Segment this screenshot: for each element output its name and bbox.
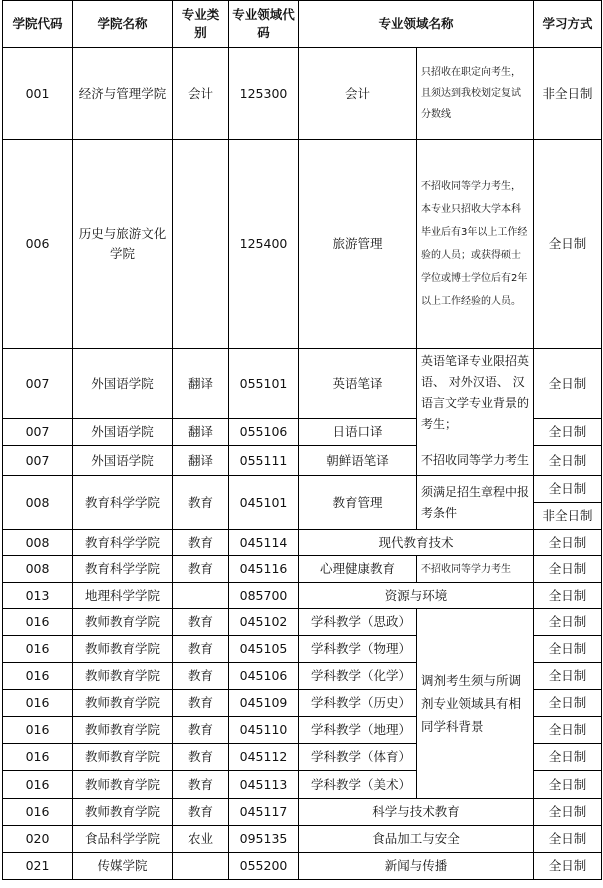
- cell-category: [173, 853, 229, 880]
- cell-note: 不招收同等学力考生: [417, 446, 534, 476]
- cell-field-code: 045102: [229, 609, 299, 636]
- table-row: [3, 853, 602, 880]
- cell-college-code: 008: [3, 530, 73, 556]
- table-row: [3, 609, 602, 636]
- cell-field-name: 学科教学（地理）: [299, 717, 417, 744]
- cell-category: 翻译: [173, 446, 229, 476]
- cell-college-name: 教育科学学院: [73, 556, 173, 583]
- cell-field-code: 125400: [229, 140, 299, 349]
- header-row: [3, 1, 602, 48]
- cell-field-code: 045114: [229, 530, 299, 556]
- cell-college-code: 013: [3, 583, 73, 609]
- cell-category: 教育: [173, 771, 229, 799]
- cell-field-code: 095135: [229, 826, 299, 853]
- cell-college-name: 教师教育学院: [73, 690, 173, 717]
- header-study-mode: 学习方式: [534, 1, 602, 48]
- cell-college-code: 016: [3, 690, 73, 717]
- cell-college-code: 016: [3, 771, 73, 799]
- cell-study-mode: 全日制: [534, 744, 602, 771]
- table-row: [3, 826, 602, 853]
- study-mode-full-time: 全日制: [534, 476, 601, 503]
- cell-note: 须满足招生章程中报考条件: [417, 476, 534, 530]
- cell-study-mode: 全日制: [534, 636, 602, 663]
- cell-field-name: 心理健康教育: [299, 556, 417, 583]
- cell-category: 教育: [173, 799, 229, 826]
- cell-field-code: 045105: [229, 636, 299, 663]
- cell-field-name: 新闻与传播: [299, 853, 534, 880]
- cell-study-mode: 全日制: [534, 140, 602, 349]
- cell-college-code: 016: [3, 609, 73, 636]
- cell-field-code: 055200: [229, 853, 299, 880]
- cell-college-name: 教师教育学院: [73, 744, 173, 771]
- cell-college-code: 008: [3, 556, 73, 583]
- cell-study-mode: 非全日制: [534, 48, 602, 140]
- table-row: [3, 446, 602, 476]
- cell-field-name: 会计: [299, 48, 417, 140]
- cell-field-name: 教育管理: [299, 476, 417, 530]
- cell-category: 教育: [173, 663, 229, 690]
- cell-college-name: 教师教育学院: [73, 717, 173, 744]
- cell-study-mode: 全日制: [534, 556, 602, 583]
- cell-field-name: 学科教学（体育）: [299, 744, 417, 771]
- cell-field-code: 125300: [229, 48, 299, 140]
- cell-field-name: 现代教育技术: [299, 530, 534, 556]
- cell-category: 教育: [173, 717, 229, 744]
- cell-field-code: 045106: [229, 663, 299, 690]
- table-row: [3, 48, 602, 140]
- header-field-name: 专业领域名称: [299, 1, 534, 48]
- table-row: [3, 530, 602, 556]
- cell-study-mode: 全日制: [534, 799, 602, 826]
- cell-field-code: 045116: [229, 556, 299, 583]
- cell-study-mode: [534, 476, 602, 530]
- cell-field-code: 055106: [229, 419, 299, 446]
- cell-study-mode: 全日制: [534, 609, 602, 636]
- cell-college-code: 007: [3, 349, 73, 419]
- table-row: [3, 140, 602, 349]
- cell-note: 不招收同等学力考生: [417, 556, 534, 583]
- cell-note: 不招收同等学力考生，本专业只招收大学本科毕业后有3年以上工作经验的人员；或获得硕士学位或博士学位后有2年以上工作经验的人员。: [417, 140, 534, 349]
- cell-study-mode: 全日制: [534, 530, 602, 556]
- study-mode-part-time: 非全日制: [542, 508, 593, 523]
- cell-college-name: 传媒学院: [73, 853, 173, 880]
- cell-college-code: 020: [3, 826, 73, 853]
- cell-field-name: 学科教学（历史）: [299, 690, 417, 717]
- cell-college-name: 食品科学学院: [73, 826, 173, 853]
- cell-college-code: 001: [3, 48, 73, 140]
- cell-field-code: 045117: [229, 799, 299, 826]
- cell-study-mode: 全日制: [534, 690, 602, 717]
- admissions-table: [2, 0, 602, 880]
- cell-college-code: 021: [3, 853, 73, 880]
- cell-field-name: 学科教学（化学）: [299, 663, 417, 690]
- cell-study-mode: 全日制: [534, 771, 602, 799]
- cell-note: 调剂考生须与所调剂专业领域具有相同学科背景: [417, 609, 534, 799]
- cell-college-name: 外国语学院: [73, 349, 173, 419]
- cell-college-name: 经济与管理学院: [73, 48, 173, 140]
- cell-study-mode: 全日制: [534, 349, 602, 419]
- cell-study-mode: 全日制: [534, 853, 602, 880]
- cell-college-name: 教师教育学院: [73, 609, 173, 636]
- cell-college-code: 016: [3, 636, 73, 663]
- cell-college-name: 教育科学学院: [73, 530, 173, 556]
- table-row: [3, 583, 602, 609]
- cell-field-code: 045112: [229, 744, 299, 771]
- table-row: [3, 476, 602, 530]
- table-row: [3, 799, 602, 826]
- cell-category: 教育: [173, 744, 229, 771]
- cell-field-name: 食品加工与安全: [299, 826, 534, 853]
- cell-category: [173, 140, 229, 349]
- cell-college-name: 教师教育学院: [73, 636, 173, 663]
- cell-college-name: 历史与旅游文化学院: [73, 140, 173, 349]
- cell-category: [173, 583, 229, 609]
- header-college-name: 学院名称: [73, 1, 173, 48]
- table-row: [3, 556, 602, 583]
- cell-college-code: 016: [3, 717, 73, 744]
- cell-college-name: 外国语学院: [73, 419, 173, 446]
- cell-study-mode: 全日制: [534, 663, 602, 690]
- cell-field-name: 学科教学（物理）: [299, 636, 417, 663]
- cell-college-code: 016: [3, 799, 73, 826]
- header-field-code: 专业领域代码: [229, 1, 299, 48]
- cell-study-mode: 全日制: [534, 446, 602, 476]
- cell-college-code: 016: [3, 744, 73, 771]
- cell-college-name: 地理科学学院: [73, 583, 173, 609]
- cell-college-name: 外国语学院: [73, 446, 173, 476]
- cell-college-code: 007: [3, 419, 73, 446]
- cell-note: 英语笔译专业限招英语、 对外汉语、 汉语言文学专业背景的考生；: [417, 349, 534, 446]
- cell-college-code: 006: [3, 140, 73, 349]
- cell-field-code: 045109: [229, 690, 299, 717]
- cell-field-name: 科学与技术教育: [299, 799, 534, 826]
- cell-field-name: 日语口译: [299, 419, 417, 446]
- cell-field-name: 学科教学（思政）: [299, 609, 417, 636]
- cell-field-code: 055101: [229, 349, 299, 419]
- cell-college-name: 教师教育学院: [73, 799, 173, 826]
- cell-field-code: 085700: [229, 583, 299, 609]
- cell-category: 教育: [173, 690, 229, 717]
- cell-category: 教育: [173, 636, 229, 663]
- cell-study-mode: 全日制: [534, 717, 602, 744]
- cell-category: 教育: [173, 609, 229, 636]
- cell-study-mode: 全日制: [534, 583, 602, 609]
- cell-category: 教育: [173, 530, 229, 556]
- header-college-code: 学院代码: [3, 1, 73, 48]
- cell-college-name: 教师教育学院: [73, 771, 173, 799]
- cell-field-code: 045101: [229, 476, 299, 530]
- cell-category: 教育: [173, 556, 229, 583]
- cell-college-code: 016: [3, 663, 73, 690]
- cell-category: 教育: [173, 476, 229, 530]
- cell-study-mode: 全日制: [534, 419, 602, 446]
- cell-field-name: 旅游管理: [299, 140, 417, 349]
- cell-field-name: 学科教学（美术）: [299, 771, 417, 799]
- cell-study-mode: 全日制: [534, 826, 602, 853]
- cell-college-code: 007: [3, 446, 73, 476]
- cell-field-name: 朝鲜语笔译: [299, 446, 417, 476]
- cell-category: 农业: [173, 826, 229, 853]
- cell-note: 只招收在职定向考生，且须达到我校划定复试分数线: [417, 48, 534, 140]
- cell-field-code: 045113: [229, 771, 299, 799]
- cell-category: 翻译: [173, 349, 229, 419]
- table-row: [3, 349, 602, 419]
- cell-field-code: 055111: [229, 446, 299, 476]
- cell-field-name: 资源与环境: [299, 583, 534, 609]
- cell-field-name: 英语笔译: [299, 349, 417, 419]
- cell-college-code: 008: [3, 476, 73, 530]
- cell-field-code: 045110: [229, 717, 299, 744]
- cell-category: 会计: [173, 48, 229, 140]
- cell-college-name: 教育科学学院: [73, 476, 173, 530]
- header-category: 专业类别: [173, 1, 229, 48]
- cell-college-name: 教师教育学院: [73, 663, 173, 690]
- cell-category: 翻译: [173, 419, 229, 446]
